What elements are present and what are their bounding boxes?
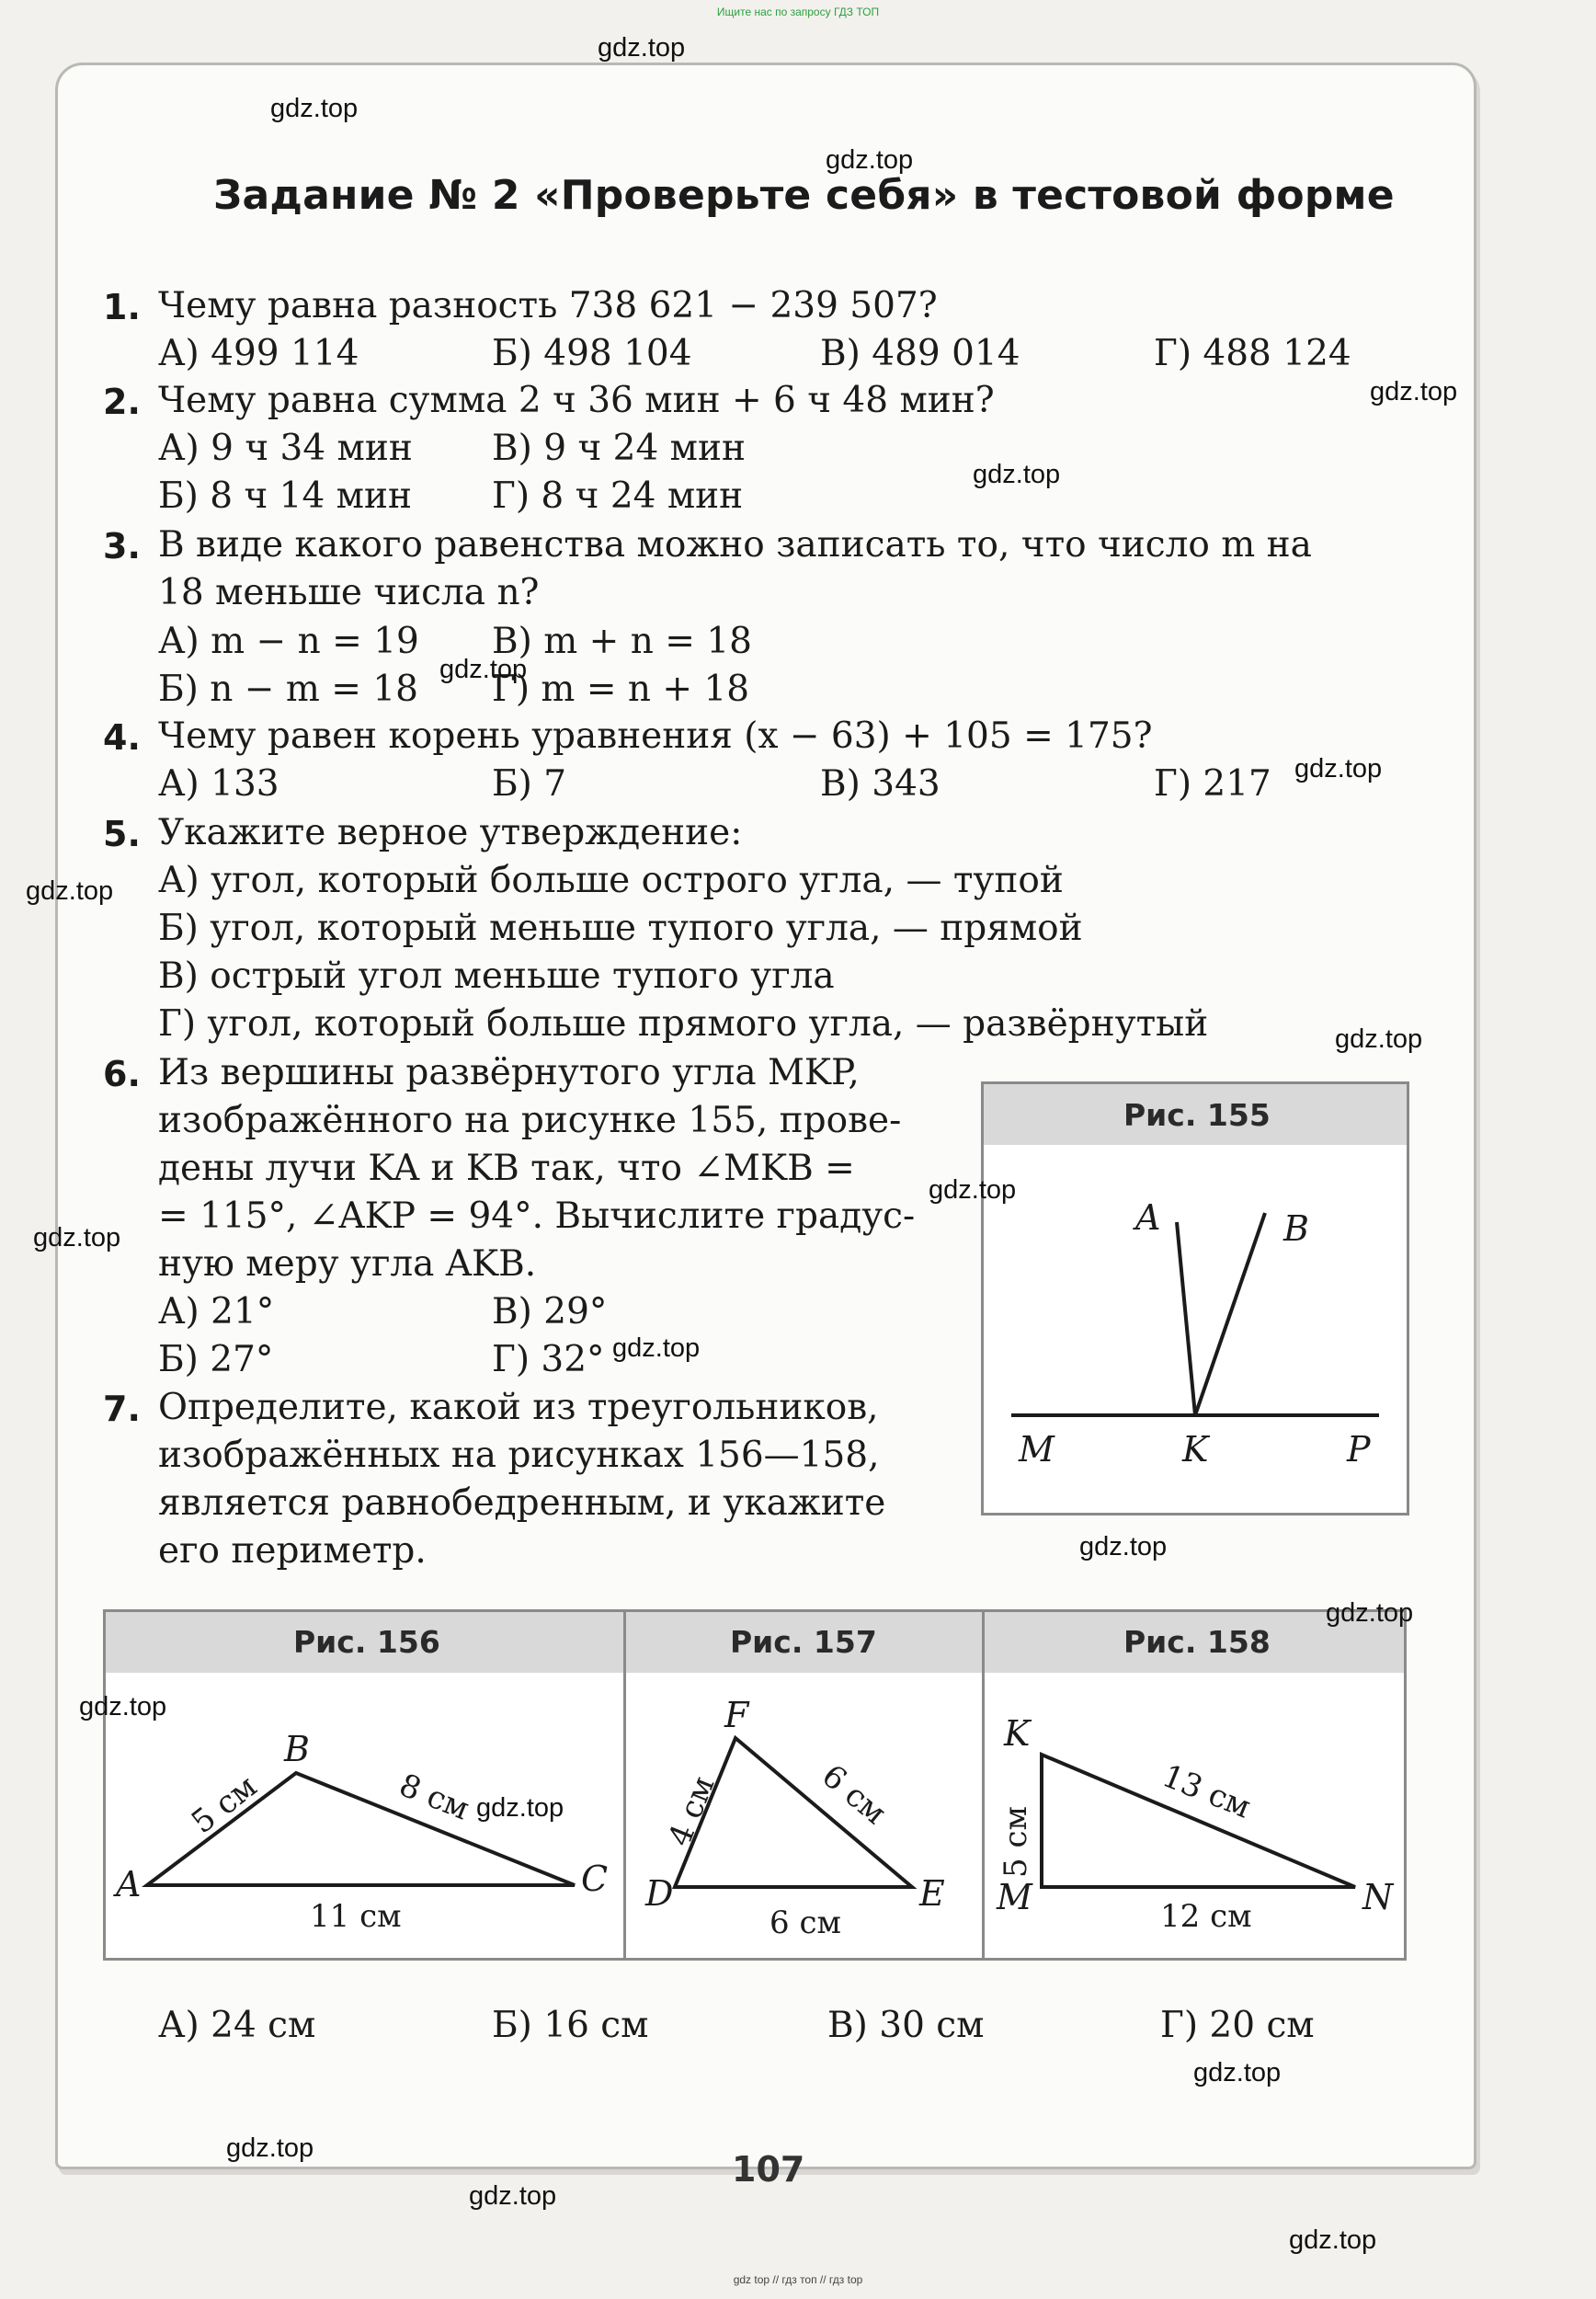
q3-number: 3. xyxy=(103,526,141,566)
watermark: gdz.top xyxy=(1370,377,1458,406)
q4-option-a: А) 133 xyxy=(158,763,279,805)
top-note: Ищите нас по запросу ГДЗ ТОП xyxy=(716,6,880,18)
watermark: gdz.top xyxy=(476,1793,564,1823)
point-p-label: P xyxy=(1347,1429,1371,1470)
q2-option-b: Б) 8 ч 14 мин xyxy=(158,475,413,517)
point-a-label: A xyxy=(1135,1197,1161,1238)
watermark: gdz.top xyxy=(826,145,914,175)
q1-option-d: Г) 488 124 xyxy=(1154,333,1351,374)
side-km-label: 5 см xyxy=(998,1806,1034,1878)
watermark: gdz.top xyxy=(929,1175,1017,1205)
q3-option-a: А) m − n = 19 xyxy=(158,621,419,662)
q2-number: 2. xyxy=(103,382,141,422)
point-c-label: C xyxy=(581,1859,609,1899)
q6-line: изображённого на рисунке 155, прове- xyxy=(158,1100,902,1141)
figure-158-caption: Рис. 158 xyxy=(1123,1624,1271,1660)
figures-156-158 xyxy=(103,1609,1407,1961)
point-d-label: D xyxy=(645,1873,674,1914)
page-number: 107 xyxy=(732,2149,805,2190)
triangles-drawing xyxy=(103,1609,1407,1961)
watermark: gdz.top xyxy=(1193,2058,1282,2087)
q3-option-b: Б) n − m = 18 xyxy=(158,669,418,710)
q4-number: 4. xyxy=(103,717,141,758)
watermark: gdz.top xyxy=(1289,2225,1377,2255)
q6-option-c: В) 29° xyxy=(492,1291,608,1333)
q1-option-c: В) 489 014 xyxy=(820,333,1020,374)
q2-text: Чему равна сумма 2 ч 36 мин + 6 ч 48 мин? xyxy=(158,380,995,421)
figure-156-caption: Рис. 156 xyxy=(293,1624,440,1660)
point-k-label: K xyxy=(1182,1429,1209,1470)
figure-155-drawing xyxy=(984,1084,1407,1513)
q4-option-b: Б) 7 xyxy=(492,763,567,805)
point-a-label: A xyxy=(116,1864,142,1904)
q2-option-a: А) 9 ч 34 мин xyxy=(158,428,413,469)
q7-option-c: В) 30 см xyxy=(827,2005,985,2046)
point-m-label: M xyxy=(997,1877,1032,1917)
q7-option-a: А) 24 см xyxy=(158,2005,316,2046)
q7-line: изображённых на рисунках 156—158, xyxy=(158,1435,880,1476)
q3-option-c: В) m + n = 18 xyxy=(492,621,752,662)
figure-157-caption: Рис. 157 xyxy=(730,1624,877,1660)
side-fe-label: 6 см xyxy=(815,1757,894,1832)
side-ac-label: 11 см xyxy=(310,1898,402,1935)
watermark: gdz.top xyxy=(26,876,114,906)
q2-option-c: В) 9 ч 24 мин xyxy=(492,428,747,469)
side-ab-label: 5 см xyxy=(184,1767,264,1842)
watermark: gdz.top xyxy=(270,94,359,123)
side-df-label: 4 см xyxy=(661,1771,723,1852)
q7-line: его периметр. xyxy=(158,1530,427,1572)
side-kn-label: 13 см xyxy=(1157,1757,1256,1826)
point-m-label: M xyxy=(1019,1429,1054,1470)
page-title: Задание № 2 «Проверьте себя» в тестовой форме xyxy=(213,172,1395,219)
q6-number: 6. xyxy=(103,1054,141,1094)
point-f-label: F xyxy=(724,1695,749,1735)
q6-option-b: Б) 27° xyxy=(158,1339,274,1380)
q3-option-d: Г) m = n + 18 xyxy=(492,669,750,710)
watermark: gdz.top xyxy=(1326,1598,1414,1628)
q6-line: = 115°, ∠AKP = 94°. Вычислите градус- xyxy=(158,1195,916,1237)
q1-number: 1. xyxy=(103,287,141,327)
q7-option-d: Г) 20 см xyxy=(1160,2005,1315,2046)
q4-option-c: В) 343 xyxy=(820,763,940,805)
side-bc-label: 8 см xyxy=(393,1767,474,1828)
watermark: gdz.top xyxy=(612,1333,701,1363)
q2-option-d: Г) 8 ч 24 мин xyxy=(492,475,744,517)
side-mn-label: 12 см xyxy=(1160,1898,1252,1935)
q4-text: Чему равен корень уравнения (x − 63) + 105 = 175? xyxy=(158,715,1153,757)
point-n-label: N xyxy=(1362,1877,1394,1917)
q5-number: 5. xyxy=(103,814,141,854)
side-de-label: 6 см xyxy=(770,1904,841,1941)
q5-option-b: Б) угол, который меньше тупого угла, — прямой xyxy=(158,908,1083,949)
point-k-label: K xyxy=(1004,1713,1031,1754)
q5-option-d: Г) угол, который больше прямого угла, — развёрнутый xyxy=(158,1003,1209,1045)
figure-155 xyxy=(981,1081,1409,1516)
watermark: gdz.top xyxy=(469,2181,557,2211)
watermark: gdz.top xyxy=(1335,1024,1423,1054)
q3-line2: 18 меньше числа n? xyxy=(158,572,540,613)
q6-line: Из вершины развёрнутого угла MKP, xyxy=(158,1052,860,1093)
bottom-note: gdz top // гдз топ // гдз top xyxy=(733,2273,863,2286)
watermark: gdz.top xyxy=(79,1692,167,1721)
q4-option-d: Г) 217 xyxy=(1154,763,1271,805)
q5-text: Укажите верное утверждение: xyxy=(158,812,743,853)
q1-text: Чему равна разность 738 621 − 239 507? xyxy=(158,285,938,326)
point-b-label: B xyxy=(284,1729,310,1769)
q6-line: дены лучи KA и KB так, что ∠MKB = xyxy=(158,1148,855,1189)
q6-option-a: А) 21° xyxy=(158,1291,275,1333)
point-e-label: E xyxy=(919,1873,945,1914)
point-b-label: B xyxy=(1283,1208,1309,1249)
q5-option-a: А) угол, который больше острого угла, — тупой xyxy=(158,860,1064,901)
q6-option-d: Г) 32° xyxy=(492,1339,605,1380)
q1-option-a: А) 499 114 xyxy=(158,333,359,374)
q5-option-c: В) острый угол меньше тупого угла xyxy=(158,955,835,997)
watermark: gdz.top xyxy=(598,33,686,63)
q7-option-b: Б) 16 см xyxy=(492,2005,649,2046)
q6-line: ную меру угла AKB. xyxy=(158,1243,537,1285)
watermark: gdz.top xyxy=(1079,1532,1168,1561)
q7-line: является равнобедренным, и укажите xyxy=(158,1482,886,1524)
watermark: gdz.top xyxy=(439,655,528,684)
watermark: gdz.top xyxy=(226,2133,314,2163)
q7-line: Определите, какой из треугольников, xyxy=(158,1387,879,1428)
q1-option-b: Б) 498 104 xyxy=(492,333,692,374)
watermark: gdz.top xyxy=(1294,754,1383,783)
q7-number: 7. xyxy=(103,1389,141,1429)
watermark: gdz.top xyxy=(33,1223,121,1252)
watermark: gdz.top xyxy=(973,460,1061,489)
figure-155-caption: Рис. 155 xyxy=(1123,1097,1271,1133)
q3-line1: В виде какого равенства можно записать то, что число m на xyxy=(158,524,1312,566)
